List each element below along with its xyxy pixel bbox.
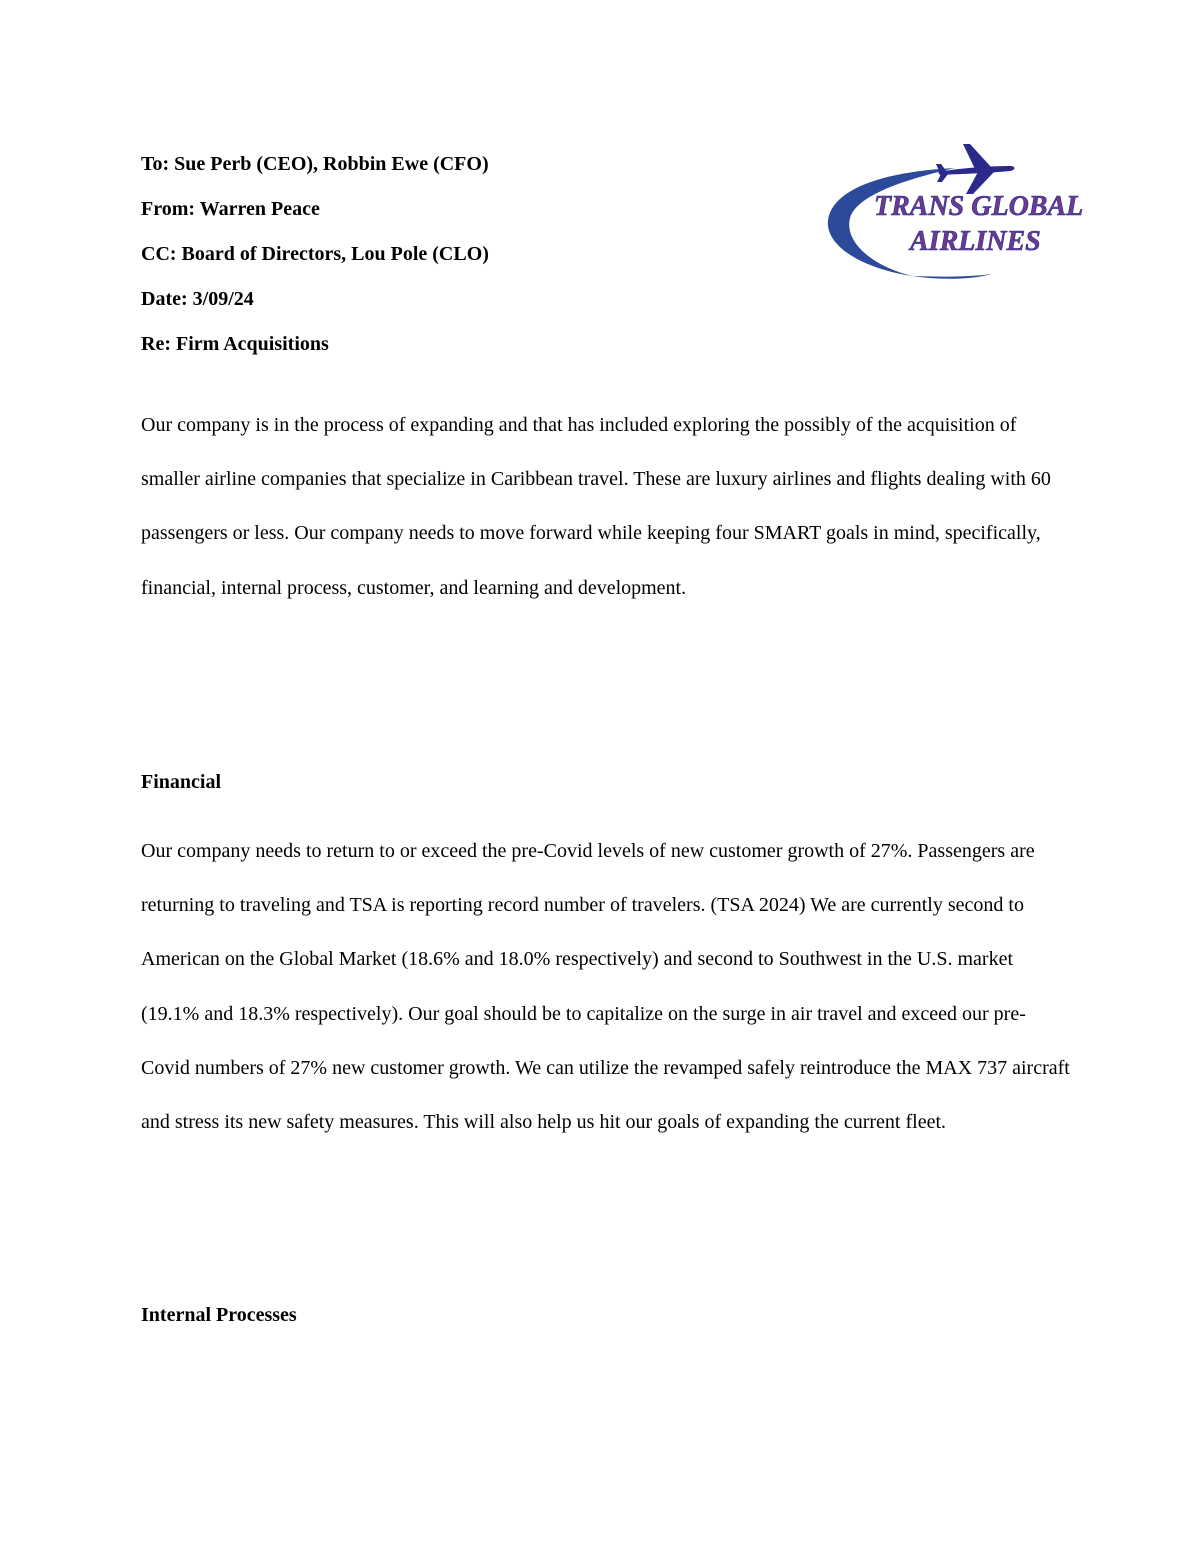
memo-re-label: Re: (141, 333, 171, 355)
memo-date-value: 3/09/24 (192, 288, 254, 310)
memo-cc-value: Board of Directors, Lou Pole (CLO) (181, 243, 489, 265)
memo-from-value: Warren Peace (199, 198, 320, 220)
financial-heading: Financial (141, 771, 222, 793)
memo-from-label: From: (141, 198, 196, 220)
financial-section (141, 824, 1071, 1149)
internal-heading-block (141, 1300, 1071, 1330)
memo-to-label: To: (141, 153, 170, 175)
intro-paragraph: Our company is in the process of expanding and that has included exploring the possibly of the acquisition of smaller airline companies that specialize in Caribbean travel. These are luxury airlines and flights dealing with 60 passengers or less. Our company needs to move forward while keeping four SMART goals in mind, specifically, financial, internal process, customer, and learning and development. (141, 414, 1051, 599)
company-logo (820, 140, 1100, 285)
memo-to-value: Sue Perb (CEO), Robbin Ewe (CFO) (174, 153, 489, 175)
memo-re-line (141, 322, 781, 367)
intro-section (141, 398, 1071, 615)
memo-date-line (141, 277, 781, 322)
logo-line-2: AIRLINES (910, 226, 1041, 257)
memo-date-label: Date: (141, 288, 188, 310)
memo-cc-line (141, 232, 781, 277)
memo-re-value: Firm Acquisitions (175, 333, 329, 355)
memo-to-line (141, 142, 781, 187)
logo-line-1: TRANS GLOBAL (874, 191, 1084, 222)
financial-paragraph: Our company needs to return to or exceed the pre-Covid levels of new customer growth of 27%. Passengers are returning to traveling and TSA is reporting record number of travelers. (TSA 2024) We are currently second to American on the Global Market (18.6% and 18.0% respectively) and second to Southwest in the U.S. market (19.1% and 18.3% respectively). Our goal should be to capitalize on the surge in air travel and exceed our pre-Covid numbers of 27% new customer growth. We can utilize the revamped safely reintroduce the MAX 737 aircraft and stress its new safety measures. This will also help us hit our goals of expanding the current fleet. (141, 840, 1070, 1134)
memo-from-line (141, 187, 781, 232)
memo-header (141, 142, 781, 367)
logo-swoosh-tail (912, 274, 992, 279)
internal-processes-heading: Internal Processes (141, 1304, 297, 1326)
memo-cc-label: CC: (141, 243, 177, 265)
logo-swoosh (828, 168, 955, 276)
financial-heading-block (141, 767, 1071, 797)
